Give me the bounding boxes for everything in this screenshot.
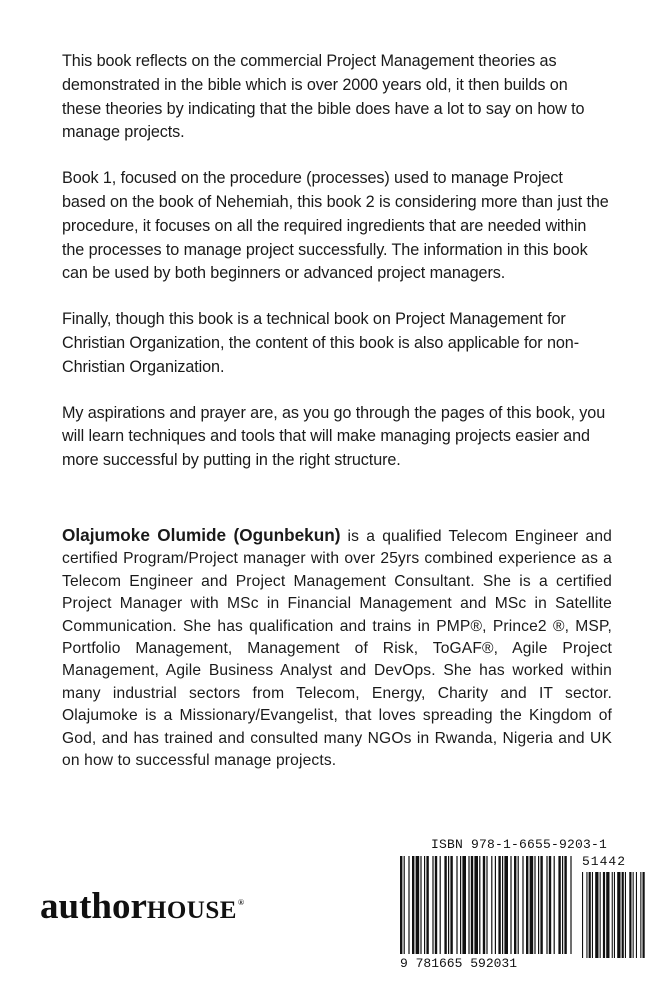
logo-part-author: author — [40, 886, 147, 927]
back-cover-blurb — [62, 50, 610, 495]
blurb-paragraph-3: Finally, though this book is a technical book on Project Management for Christian Organization, the content of this book is also applicable for non-Christian Organization. — [62, 310, 579, 376]
publisher-logo — [40, 888, 244, 925]
author-bio-text: is a qualified Telecom Engineer and certified Program/Project manager with over 25yrs combined experience as a Telecom Engineer and Project Management Consultant. She is a certified Project Manager with MSc in Financial Management and MSc in Satellite Communication. She has qualification and trains in PMP®, Prince2 ®, MSP, Portfolio Management, Management of Risk, ToGAF®, Agile Project Management, Agile Business Analyst and DevOps. She has worked within many industrial sectors from Telecom, Energy, Charity and IT sector. Olajumoke is a Missionary/Evangelist, that loves spreading the Kingdom of God, and has trained and consulted many NGOs in Rwanda, Nigeria and UK on how to successful manage projects. — [62, 528, 612, 770]
logo-registered-mark: ® — [237, 897, 244, 907]
isbn-label: ISBN 978-1-6655-9203-1 — [431, 837, 608, 852]
blurb-paragraph-2: Book 1, focused on the procedure (processes) used to manage Project based on the book of Nehemiah, this book 2 is considering more than just the procedure, it focuses on all the required ingredients that are needed within the processes to manage project successfully. The information in this book can be used by both beginners or advanced project managers. — [62, 169, 609, 283]
blurb-paragraph-4: My aspirations and prayer are, as you go through the pages of this book, you will learn techniques and tools that will make managing projects easier and more successful by putting in the right structure. — [62, 403, 606, 470]
barcode-bars — [400, 856, 648, 958]
logo-part-house: HOUSE — [146, 897, 237, 924]
barcode-addon-digits: 51442 — [582, 854, 627, 869]
author-bio — [62, 524, 612, 772]
blurb-paragraph-1: This book reflects on the commercial Project Management theories as demonstrated in the bible which is over 2000 years old, it then builds on these theories by indicating that the bible does have a lot to say on how to manage projects. — [62, 52, 585, 142]
isbn-barcode — [400, 834, 648, 979]
author-name: Olajumoke Olumide (Ogunbekun) — [62, 525, 341, 545]
barcode-digits: 9 781665 592031 — [400, 956, 518, 971]
